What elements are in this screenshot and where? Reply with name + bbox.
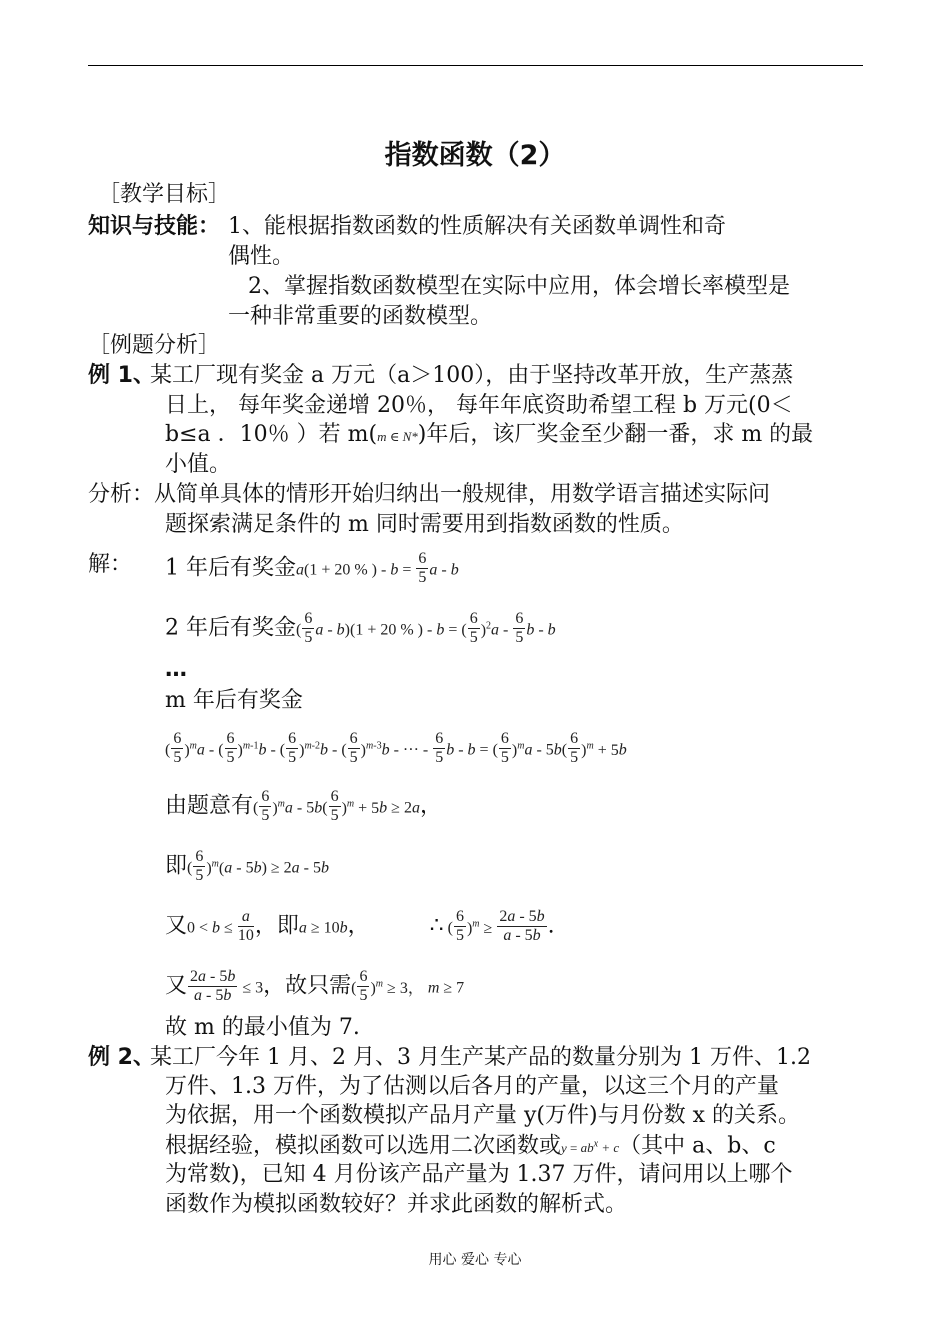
analysis-line1: 分析：从简单具体的情形开始归纳出一般规律，用数学语言描述实际问 xyxy=(88,482,771,507)
page-title: 指数函数（2） xyxy=(384,140,566,171)
goal2-line2: 一种非常重要的函数模型。 xyxy=(228,304,493,329)
solution-simplified: 即( $\frac{6}{5}$ )$^m$(a - 5b) ≥ 2a - 5b xyxy=(165,848,329,884)
example2-line5: 为常数)，已知 4 月份该产品产量为 1.37 万件，请问用以上哪个 xyxy=(165,1162,793,1187)
goal2-line1: 2、掌握指数函数模型在实际中应用，体会增长率模型是 xyxy=(248,274,790,299)
solution-condition: 由题意有( $\frac{6}{5}$ )$^m$a - 5b( $\frac{6}{5}$ )$^m$ + 5b ≥ 2a， xyxy=(165,788,442,824)
example1-label: 例 1、 xyxy=(88,363,155,388)
example2-line1: 某工厂今年 1 月、2 月、3 月生产某产品的数量分别为 1 万件、1.2 xyxy=(150,1045,811,1070)
goal1-line2: 偶性。 xyxy=(228,244,295,269)
example1-line1: 某工厂现有奖金 a 万元（a＞100），由于坚持改革开放，生产蒸蒸 xyxy=(150,363,794,388)
goals-header: ［教学目标］ xyxy=(98,182,231,207)
example2-line6: 函数作为模拟函数较好？并求此函数的解析式。 xyxy=(165,1192,628,1217)
solution-final-step: 又 $\frac{2a - 5b}{a - 5b}$ ≤ 3，故只需( $\frac{6}{5}$ )$^m$ ≥ 3， m ≥ 7 xyxy=(165,968,465,1004)
example2-line4: 根据经验，模拟函数可以选用二次函数或$y = ab^x + c$（其中 a、b、c xyxy=(165,1133,776,1159)
page-footer: 用心 爱心 专心 xyxy=(428,1252,522,1268)
goals-label: 知识与技能： xyxy=(88,214,221,239)
goal1-line1: 1、能根据指数函数的性质解决有关函数单调性和奇 xyxy=(228,214,726,239)
solution-year2: 2 年后有奖金( $\frac{6}{5}$ a - b)(1 + 20 % ) - b = ( $\frac{6}{5}$ )$^2$a - $\frac{6}{5}$ b - b xyxy=(165,610,556,646)
solution-sum-formula: ( $\frac{6}{5}$ )$^m$a - ( $\frac{6}{5}$ )$^{m-1}$b - ( $\frac{6}{5}$ )$^{m-2}$b - ( $\frac{6}{5}$ )$^{m-3}$b - ··· - $\frac{6}{5}$ b - b = ( $\frac{6}{5}$ )$^m$a - 5b( $\frac{6}{5}$ )$^m$ + 5b xyxy=(165,730,627,766)
header-rule xyxy=(88,65,863,66)
ellipsis: … xyxy=(165,657,187,682)
example2-line3: 为依据，用一个函数模拟产品月产量 y(万件)与月份数 x 的关系。 xyxy=(165,1103,800,1128)
example2-line2: 万件、1.3 万件，为了估测以后各月的产量，以这三个月的产量 xyxy=(165,1074,779,1099)
example1-line4: 小值。 xyxy=(165,452,232,477)
analysis-line2: 题探索满足条件的 m 同时需要用到指数函数的性质。 xyxy=(165,512,684,537)
example1-line2: 日上， 每年奖金递增 20％， 每年年底资助希望工程 b 万元(0＜ xyxy=(165,393,793,418)
solution-bound: 又0 < b ≤ $\frac{a}{10}$ ，即a ≥ 10b， ∴ ( $\frac{6}{5}$ )$^m$ ≥ $\frac{2a - 5b}{a - 5b}$ . xyxy=(165,908,555,944)
solution-year1: 1 年后有奖金a(1 + 20 % ) - b = $\frac{6}{5}$ a - b xyxy=(165,550,459,586)
solution-year-m: m 年后有奖金 xyxy=(165,688,303,713)
solution-label: 解： xyxy=(88,552,133,577)
example2-label: 例 2、 xyxy=(88,1045,155,1070)
example1-line3: b≤a ．10％ ）若 m(m ∈ N*)年后，该厂奖金至少翻一番，求 m 的最 xyxy=(165,422,814,447)
examples-header: ［例题分析］ xyxy=(88,333,221,358)
solution-conclusion: 故 m 的最小值为 7. xyxy=(165,1015,360,1040)
